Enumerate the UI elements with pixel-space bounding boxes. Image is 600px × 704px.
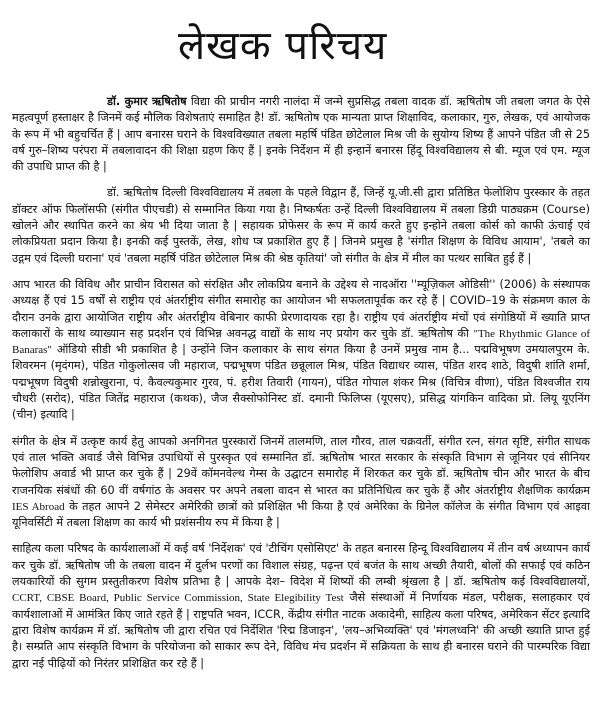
paragraph-intro xyxy=(12,94,590,175)
paragraph-text: के तहत आपने 2 सेमेस्टर अमेरिकी छात्रों को प्रशिक्षित भी किया है एवं अमेरिका के ग्रिनेल कॉलेज के संगीत विभाग एवं आइवा यूनिवर्सिटी में तबला शिक्षण का कार्य भी प्रशंसनीय रुप में किया है | xyxy=(12,499,590,530)
paragraph-academic xyxy=(12,185,590,266)
document-body xyxy=(12,94,590,682)
paragraph-text: संगीत के क्षेत्र में उत्कृष्ट कार्य हेतु आपको अनगिनत पुरस्कारों जिनमें तालमणि, ताल गौरव, ताल चक्रवर्ती, संगीत रत्न, संगत सृष्टि, संगीत साधक एवं ताल भक्ति अवार्ड जैसे विभिन्न उपाधियों से पुरस्कृत एवं सम्मानित डॉ. ऋषितोष भारत सरकार के संस्कृति विभाग से जूनियर एवं सीनियर फेलोशिप अवार्ड भी प्राप्त कर चुके हैं | 29वें कॉमनवेल्थ गेम्स के उद्घाटन समारोह में शिरकत कर चुके डॉ. ऋषितोष चीन और भारत के बीच राजनयिक संबंधों की 60 वीं वर्षगांठ के अवसर पर अपने तबला वादन से भारत का प्रतिनिधित्व कर चुके हैं और अंतर्राष्ट्रीय शैक्षणिक कार्यक्रम xyxy=(12,434,590,497)
author-name: डॉ. कुमार ऋषितोष xyxy=(107,95,187,108)
paragraph-text: ऑडियो सीडी भी प्रकाशित है | उन्होंने जिन कलाकार के साथ संगत किया है उनमें प्रमुख नाम है... पद्मविभूषण उमयालपुरम के. शिवरमन (मृदंगम), पंडित गोकुलोत्सव जी महाराज, पद्मभूषण पंडित छन्नूलाल मिश्र, पंडित विद्याधर व्यास, पंडित शरद शाठे, विदुषी शांति शर्मा, पद्मभूषण विदुषी शन्नोखुराना, पं. कैवल्यकुमार गुरव, पं. हरीश तिवारी (गायन), पंडित गोपाल शंकर मिश्र (विचित्र वीणा), पंडित विश्वजीत राय चौधरी (सरोद), पंडित जितेंद्र महाराज (कथक), जैज सैक्सोफोनिस्ट डॉ. दमानी फिलिप्स (यूएसए), प्रसिद्ध यांगकिन वादिका प्रो. लियू यूएनिंग (चीन) इत्यादि | xyxy=(12,343,590,422)
institutions-list: CCRT, CBSE Board, Public Service Commission, State Elegibility Test xyxy=(12,592,344,605)
page-title: लेखक परिचय xyxy=(178,23,388,69)
paragraph-text: जैसे संस्थाओं में निर्णायक मंडल, परीक्षक, सलाहकार एवं कार्यशालाओं में आमंत्रित किए जाते रहते हैं | राष्ट्रपति भवन, ICCR, केंद्रीय संगीत नाटक अकादेमी, साहित्य कला परिषद, अमेरिकन सेंटर इत्यादि द्वारा विशेष कार्यक्रम में डॉ. ऋषितोष जी द्वारा रचित एवं निर्देशित 'रिद्म डिजाइन', 'लय–अभिव्यक्ति' एवं 'मंगलध्वनि' की अच्छी ख्याति प्राप्त हुई है। सम्प्रति आप संस्कृति विभाग के परियोजना को साकार रूप देने, विविध मंच प्रदर्शन में सक्रियता के साथ ही बनारस घराने की पारम्परिक विद्या द्वारा नई पीढ़ियों को निरंतर प्रशिक्षित कर रहे हैं | xyxy=(12,591,590,670)
paragraph-text: डॉ. ऋषितोष दिल्ली विश्वविद्यालय में तबला के पहले विद्वान हैं, जिन्हें यू.जी.सी द्वारा प्रतिष्ठित फेलोशिप पुरस्कार के तहत डॉक्टर ऑफ फिलॉसफी (संगीत पीएचडी) से सम्मानित किया गया है। निष्कर्षतः उन्हें दिल्ली विश्वविद्यालय में तबला डिग्री पाठ्यक्रम (Course) खोलने और स्थापित करने का श्रेय भी दिया जाता है | सहायक प्रोफेसर के रूप में कार्य करते हुए इन्होने तबला कोर्स को काफी ऊंचाई एवं लोकप्रियता प्रदान किया है। इनकी कई पुस्तकें, लेख, शोध प्त्र प्रकाशित हुए हैं | जिनमे प्रमुख है 'संगीत शिक्षण के विविध आयाम', 'तबले का उद्गम एवं दिल्ली घराना' एवं 'तबला महर्षि पंडित छोटेलाल मिश्र की श्रेष्ठ कृतियां' जो संगीत के क्षेत्र में मील का पत्थर साबित हुई हैं | xyxy=(12,186,590,265)
paragraph-teaching xyxy=(12,541,590,671)
paragraph-text: आप भारत की विविध और प्राचीन विरासत को संरक्षित और लोकप्रिय बनाने के उद्देश्य से नादऑरा ''म्यूज़िकल ओडिसी'' (2006) के संस्थापक अध्यक्ष हैं एवं 15 वर्षों से राष्ट्रीय एवं अंतर्राष्ट्रीय संगीत समारोह का आयोजन भी सफलतापूर्वक कर रहे हैं | COVID–19 के संक्रमण काल के दौरान उनके द्वारा आयोजित राष्ट्रीय और अंतर्राष्ट्रीय वेबिनार काफी प्रेरणादायक रहा है। राष्ट्रीय एवं अंतर्राष्ट्रीय मंचों एवं संगोष्ठियों में ख्याति प्राप्त कलाकारों के साथ व्याख्यान सह प्रदर्शन एवं विभिन्न अवनद्ध वाद्यों के साथ नए प्रयोग कर चुके डॉ. ऋषितोष की xyxy=(12,277,590,340)
paragraph-performances xyxy=(12,277,590,424)
paragraph-text: साहित्य कला परिषद के कार्यशालाओं में कई वर्ष 'निर्देशक' एवं 'टीचिंग एसोसिएट' के तहत बनारस हिन्दू विश्वविद्यालय में तीन वर्ष अध्यापन कार्य कर चुके डॉ. ऋषितोष जी के तबला वादन में दुर्लभ परणों का विशाल संग्रह, पढ़न्त एवं बजंत के साथ अच्छी तैयारी, बोलों की सफाई एवं कठिन लयकारियों की सुगम प्रस्तुतीकरण विशेष प्रतिभा है | आपके देश– विदेश में शिष्यों की लम्बी श्रृंखला है | डॉ. ऋषितोष कई विश्वविद्यालयों, xyxy=(12,542,590,589)
paragraph-text: विद्या की प्राचीन नगरी नालंदा में जन्मे सुप्रसिद्ध तबला वादक डॉ. ऋषितोष जी तबला जगत के ऐसे महत्वपूर्ण हस्ताक्षर है जिनमें कई मौलिक विशेषताएं समाहित है! डॉ. ऋषितोष एक मान्यता प्राप्त शिक्षाविद, कलाकार, गुरु, लेखक, एवं आयोजक के रूप में भी बहुचर्चित हैं | आप बनारस घराने के विश्वविख्यात तबला महर्षि पंडित छोटेलाल मिश्र जी के सुयोग्य शिष्य हैं आपने पंडित जी से 25 वर्ष गुरु–शिष्य परंपरा में तबलावादन की शिक्षा ग्रहण किए हैं | इनके निर्देशन में ही इन्हानें बनारस हिंदू विश्वविद्यालय से बी. म्यूज एवं एम. म्यूज की उपाधि प्राप्त की है | xyxy=(12,95,591,174)
paragraph-awards xyxy=(12,434,590,532)
cd-title: "The Rhythmic Glance of Banaras" xyxy=(12,327,590,357)
program-name: IES Abroad xyxy=(12,500,65,513)
